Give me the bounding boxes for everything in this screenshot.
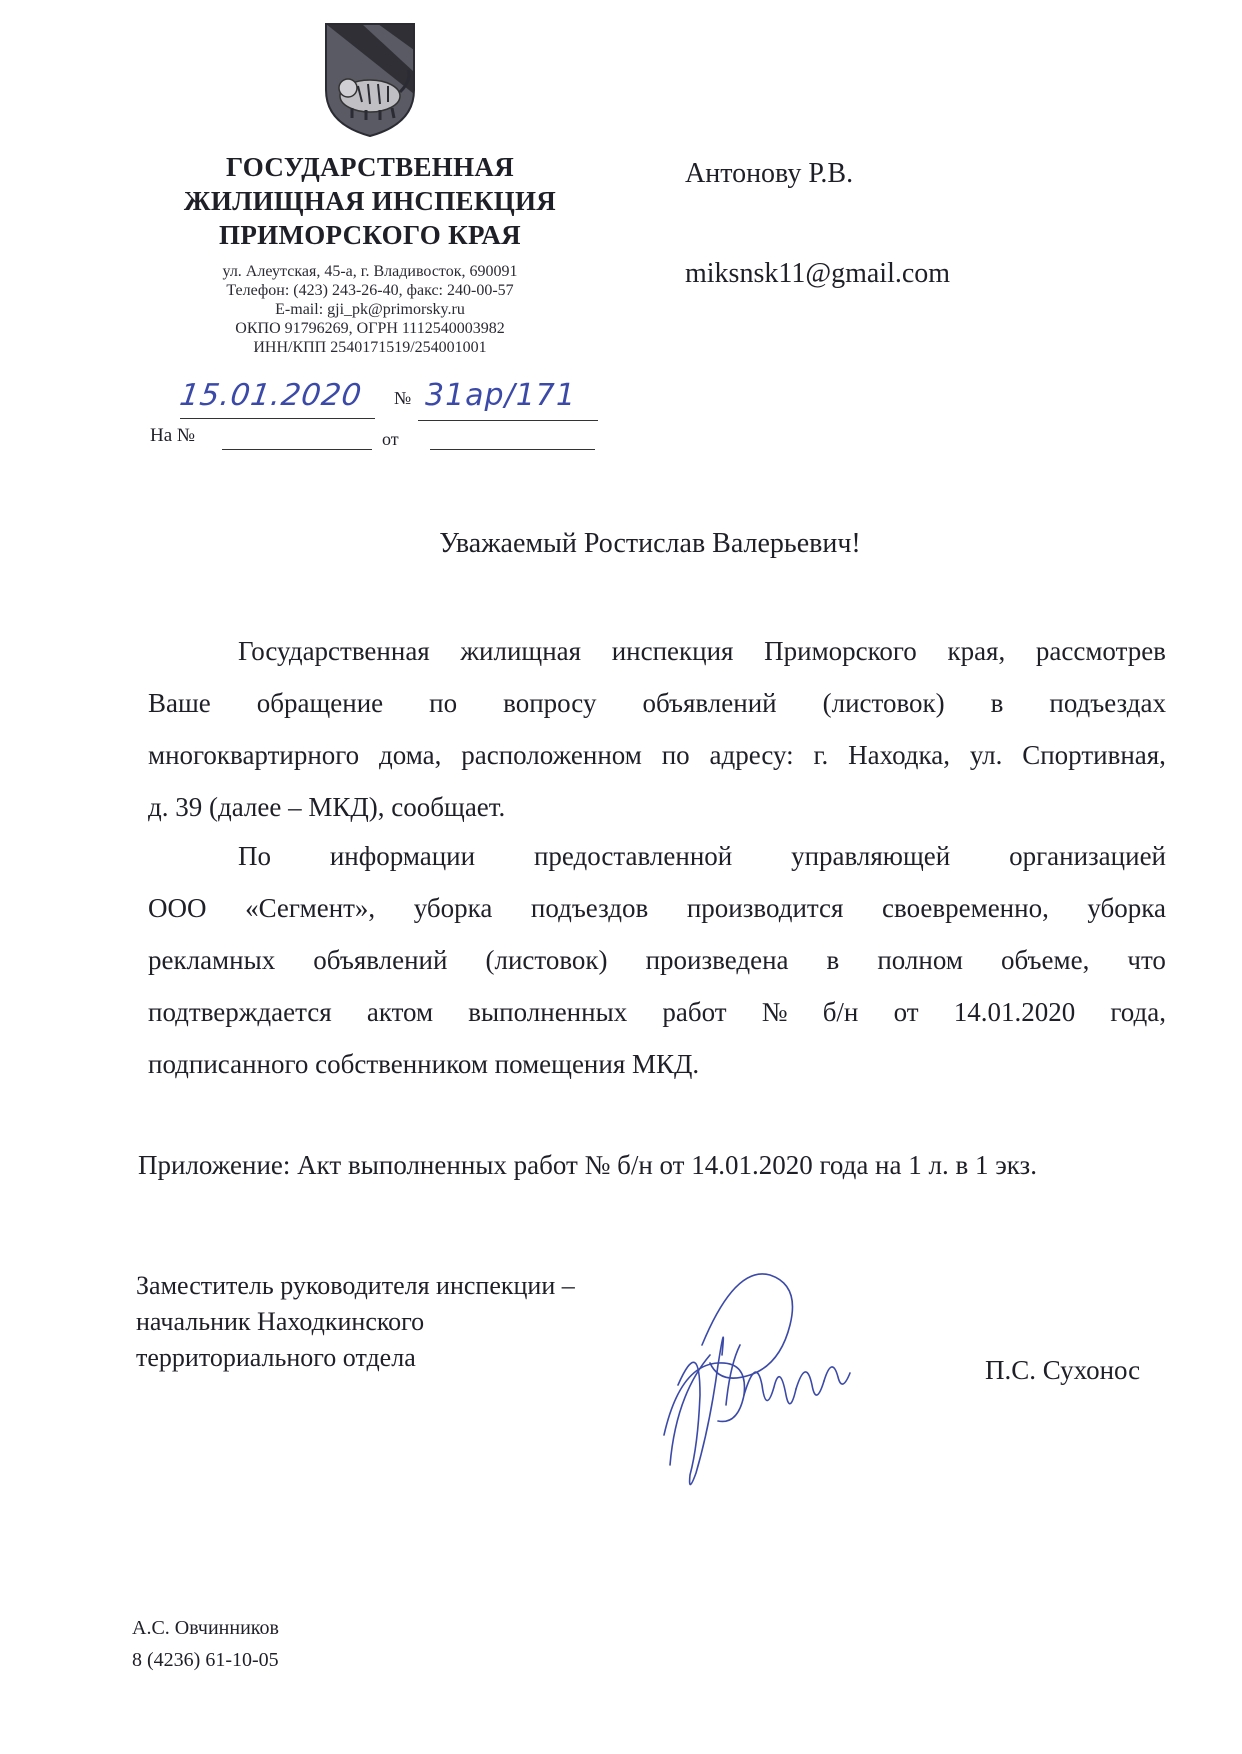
executor-name: А.С. Овчинников [132, 1617, 279, 1639]
word: управляющей [791, 841, 951, 871]
word: д. 39 (далее – МКД), сообщает. [148, 792, 506, 822]
executor-info [132, 1612, 279, 1676]
org-name-line: ГОСУДАРСТВЕННАЯ [226, 152, 514, 182]
word: № [761, 997, 788, 1027]
text-line [148, 986, 1166, 1038]
word: объявлений [313, 945, 448, 975]
word: в [826, 945, 840, 975]
text-line [148, 781, 1166, 833]
word: подъездах [1049, 688, 1166, 718]
signatory-title-line: Заместитель руководителя инспекции – [136, 1271, 575, 1300]
word: Государственная [238, 636, 430, 666]
word: По [238, 841, 271, 871]
executor-phone: 8 (4236) 61-10-05 [132, 1649, 279, 1671]
word: рассмотрев [1035, 636, 1166, 666]
word: информации [329, 841, 476, 871]
signatory-name: П.С. Сухонос [985, 1355, 1141, 1385]
org-address: ул. Алеутская, 45-а, г. Владивосток, 690091 [222, 263, 518, 280]
word: 14.01.2020 [953, 997, 1076, 1027]
org-okpo: ОКПО 91796269, ОГРН 1112540003982 [235, 320, 505, 337]
word: полном [877, 945, 963, 975]
word: инспекция [611, 636, 734, 666]
org-details [160, 262, 580, 357]
org-name [160, 150, 580, 252]
attachment-note: Приложение: Акт выполненных работ № б/н от 14.01.2020 года на 1 л. в 1 экз. [138, 1150, 1037, 1180]
word: объявлений [642, 688, 777, 718]
text-line [148, 677, 1166, 729]
org-phone: Телефон: (423) 243-26-40, факс: 240-00-57 [226, 282, 514, 299]
word: подписанного собственником помещения МКД. [148, 1049, 700, 1079]
registration-row [150, 378, 600, 422]
word: уборка [413, 893, 493, 923]
word: края, [947, 636, 1006, 666]
word: произведена [645, 945, 789, 975]
word: адресу: [709, 740, 794, 770]
signatory-title-line: начальник Находкинского [136, 1307, 425, 1336]
reply-to-label: На № [150, 425, 196, 446]
word: своевременно, [882, 893, 1049, 923]
word: в [990, 688, 1004, 718]
paragraph-1 [148, 625, 1166, 833]
word: работ [662, 997, 727, 1027]
recipient-name: Антонову Р.В. [685, 158, 854, 189]
word: по [429, 688, 458, 718]
word: организацией [1009, 841, 1166, 871]
org-name-line: ЖИЛИЩНАЯ ИНСПЕКЦИЯ [183, 186, 557, 216]
recipient-email: miksnsk11@gmail.com [685, 258, 951, 289]
word: выполненных [468, 997, 628, 1027]
word: подтверждается [148, 997, 332, 1027]
word: жилищная [460, 636, 582, 666]
word: рекламных [148, 945, 276, 975]
date-underline [180, 418, 375, 419]
org-name-line: ПРИМОРСКОГО КРАЯ [219, 220, 521, 250]
word: ООО [148, 893, 207, 923]
word: производится [686, 893, 844, 923]
org-inn: ИНН/КПП 2540171519/254001001 [253, 339, 487, 356]
text-line [148, 729, 1166, 781]
number-underline [418, 420, 598, 421]
word: подъездов [530, 893, 649, 923]
word: от [893, 997, 919, 1027]
word: г. [813, 740, 829, 770]
word: года, [1110, 997, 1166, 1027]
reply-to-underline [222, 449, 372, 450]
word: объеме, [1000, 945, 1090, 975]
word: Ваше [148, 688, 211, 718]
text-line [148, 625, 1166, 677]
registration-date: 15.01.2020 [177, 378, 365, 413]
word: б/н [822, 997, 859, 1027]
word: дома, [379, 740, 442, 770]
reply-to-row [150, 425, 600, 455]
word: Находка, [848, 740, 950, 770]
word: вопросу [503, 688, 597, 718]
text-line [148, 1038, 1166, 1090]
registration-number: 31ap/171 [425, 378, 576, 413]
text-line [148, 882, 1166, 934]
paragraph-2 [148, 830, 1166, 1090]
registration-number-label: № [394, 388, 412, 408]
word: (листовок) [485, 945, 608, 975]
word: многоквартирного [148, 740, 360, 770]
word: уборка [1087, 893, 1166, 923]
from-underline [430, 449, 595, 450]
signatory-title [136, 1268, 575, 1376]
word: Спортивная, [1022, 740, 1166, 770]
word: обращение [256, 688, 384, 718]
word: Приморского [764, 636, 917, 666]
coat-of-arms-icon [322, 20, 418, 138]
word: ул. [969, 740, 1003, 770]
word: предоставленной [533, 841, 733, 871]
greeting: Уважаемый Ростислав Валерьевич! [439, 528, 861, 559]
org-email: E-mail: gji_pk@primorsky.ru [275, 301, 465, 318]
word: (листовок) [822, 688, 945, 718]
signature-icon [640, 1245, 900, 1505]
signatory-title-line: территориального отдела [136, 1343, 416, 1372]
word: актом [366, 997, 434, 1027]
from-label: от [382, 429, 399, 449]
text-line [148, 934, 1166, 986]
text-line [148, 830, 1166, 882]
word: «Сегмент», [245, 893, 376, 923]
word: расположенном [461, 740, 642, 770]
word: что [1127, 945, 1166, 975]
word: по [661, 740, 690, 770]
